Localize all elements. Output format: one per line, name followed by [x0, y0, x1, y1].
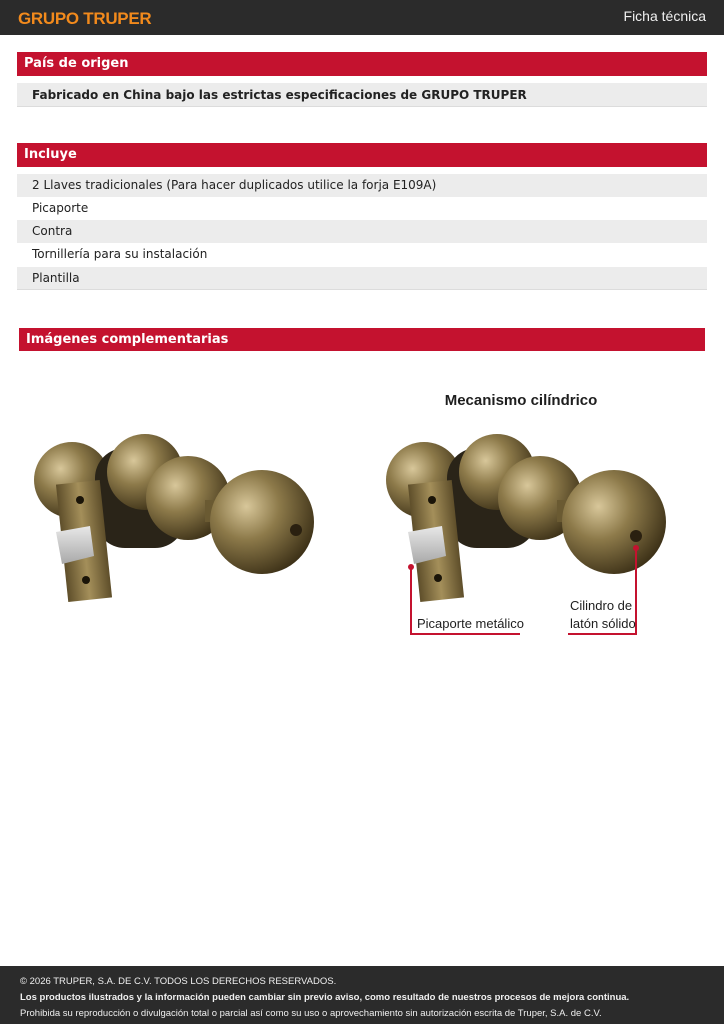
section-header-includes: Incluye [17, 143, 707, 167]
brand-logo: GRUPO TRUPER [18, 9, 152, 28]
includes-item: Plantilla [17, 267, 707, 290]
section-header-origin: País de origen [17, 52, 707, 76]
section-header-images: Imágenes complementarias [19, 328, 705, 351]
footer [0, 966, 724, 1024]
includes-item: Contra [17, 220, 707, 243]
lockset-image-left [34, 434, 314, 602]
footer-copyright: © 2026 TRUPER, S.A. DE C.V. TODOS LOS DERECHOS RESERVADOS. [20, 976, 337, 987]
includes-item: Tornillería para su instalación [32, 247, 208, 261]
footer-prohibition: Prohibida su reproducción o divulgación total o parcial así como su uso o aprovechamiento sin autorización escrita de Truper, S.A. de C.V. [20, 1008, 602, 1019]
diagram-title: Mecanismo cilíndrico [444, 392, 598, 409]
includes-item: 2 Llaves tradicionales (Para hacer duplicados utilice la forja E109A) [17, 174, 707, 197]
includes-item: Picaporte [32, 201, 89, 215]
footer-notice: Los productos ilustrados y la información pueden cambiar sin previo aviso, como resultado de nuestros procesos de mejora continua. [20, 992, 630, 1003]
document-type-label: Ficha técnica [623, 8, 706, 24]
callout-cylinder-line1: Cilindro de [570, 598, 633, 613]
complementary-images [0, 360, 724, 660]
callout-latch: Picaporte metálico [417, 616, 524, 631]
origin-text: Fabricado en China bajo las estrictas especificaciones de GRUPO TRUPER [17, 83, 707, 107]
top-bar [0, 0, 724, 35]
callout-cylinder-line2: latón sólido [570, 616, 636, 631]
